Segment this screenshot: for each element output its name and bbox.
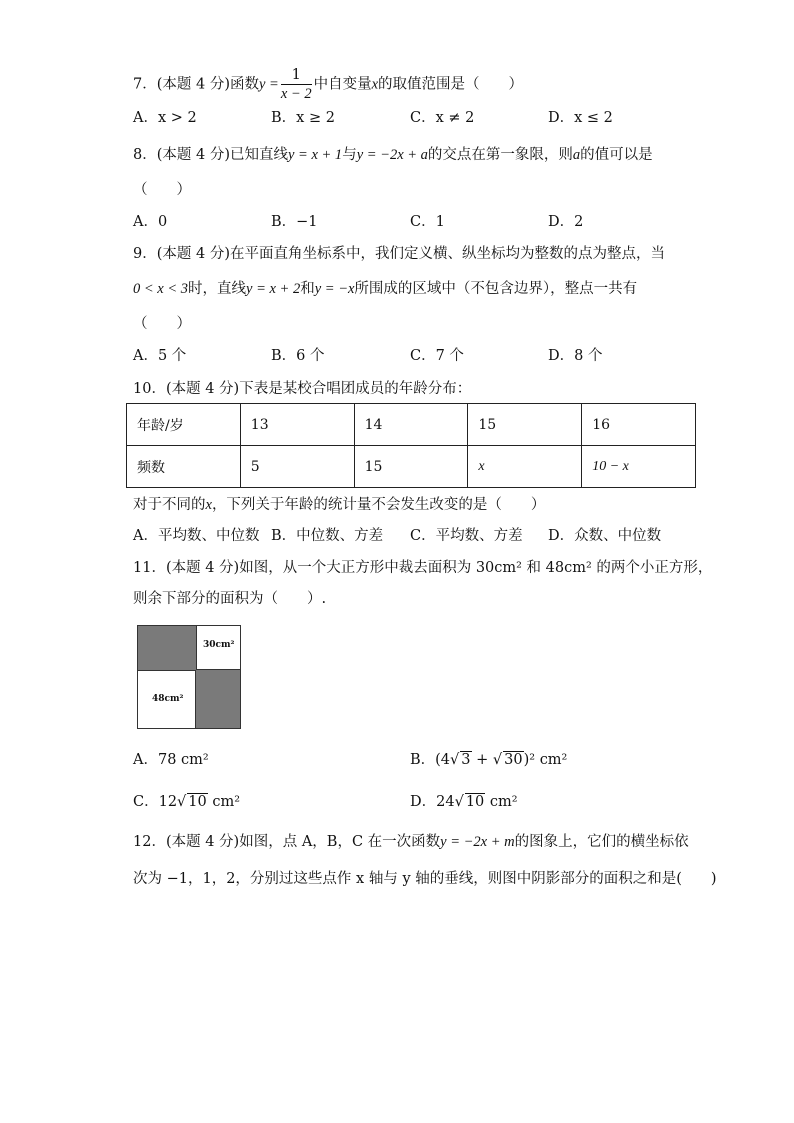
- question-8: [133, 145, 653, 165]
- q11-option-b: [410, 750, 567, 770]
- q10-option-d: D．众数、中位数: [548, 528, 662, 544]
- table-cell: 频数: [127, 446, 241, 488]
- q10-option-a: A．平均数、中位数: [133, 528, 260, 544]
- q11-optd-r: 10: [465, 794, 485, 810]
- q10-line2: [133, 495, 545, 515]
- q8-prefix: 8．(本题 4 分)已知直线: [133, 147, 288, 163]
- age-distribution-table: [126, 403, 696, 488]
- q11-optc-a: C．12: [133, 794, 178, 810]
- q9-eq1: y = x + 2: [246, 281, 301, 297]
- q11-optb-plus: +: [471, 752, 493, 768]
- q11-line1: 11．(本题 4 分)如图，从一个大正方形中裁去面积为 30cm² 和 48cm² 的两个小正方形，: [133, 560, 713, 576]
- q12-line2: 次为 −1，1，2，分别过这些点作 x 轴与 y 轴的垂线，则图中阴影部分的面积之和是( ): [133, 871, 717, 887]
- q9-option-a: A．5 个: [133, 348, 187, 364]
- q8-option-d: D．2: [548, 214, 584, 230]
- q9-paren: （ ）: [133, 316, 191, 332]
- q8-paren: （ ）: [133, 182, 191, 198]
- q11-optb-r2: 30: [504, 752, 523, 768]
- q10-line1: 10．(本题 4 分)下表是某校合唱团成员的年龄分布：: [133, 381, 472, 397]
- small-square-48: [138, 670, 196, 728]
- q11-option-c: [133, 792, 240, 812]
- radical-icon: √: [492, 752, 503, 768]
- q12-line1-b: 的图象上，它们的横坐标依: [514, 834, 689, 850]
- q12-line1-a: 12．(本题 4 分)如图，点 A，B，C 在一次函数: [133, 834, 441, 850]
- q8-option-c: C．1: [410, 214, 445, 230]
- q7-numerator: 1: [281, 66, 312, 85]
- q9-option-d: D．8 个: [548, 348, 603, 364]
- table-cell: 15: [354, 446, 468, 488]
- label-48cm2: 48cm²: [152, 694, 184, 704]
- q8-line1-eq: y = x + 1: [287, 147, 343, 163]
- question-7: [133, 66, 523, 103]
- q7-prefix: 7．(本题 4 分)函数: [133, 76, 259, 93]
- q11-optb-b: )² cm²: [523, 752, 568, 768]
- q11-optd-a: D．24: [410, 794, 455, 810]
- table-cell: 13: [240, 404, 354, 446]
- table-cell: 16: [582, 404, 696, 446]
- q8-suffix-b: 的值可以是: [580, 147, 653, 163]
- radical-icon: √: [454, 794, 464, 810]
- q7-option-b: B．x ≥ 2: [271, 110, 335, 126]
- q7-denominator: x − 2: [280, 86, 312, 102]
- table-row: [127, 446, 696, 488]
- q10-line2-a: 对于不同的: [133, 497, 206, 513]
- q9-eq2: y = −x: [314, 281, 355, 297]
- q8-option-a: A．0: [133, 214, 168, 230]
- q10-line2-b: ，下列关于年龄的统计量不会发生改变的是（ ）: [211, 497, 546, 513]
- q12-eq: y = −2x + m: [440, 834, 515, 850]
- q8-line2-eq: y = −2x + a: [356, 147, 428, 163]
- q11-option-a: A．78 cm²: [133, 752, 209, 768]
- label-30cm2: 30cm²: [203, 640, 235, 650]
- shaded-rectangle-top: [138, 626, 196, 670]
- q10-var: x: [205, 497, 212, 513]
- q11-optb-a: B．(4: [410, 752, 451, 768]
- q7-func-lhs: y =: [258, 76, 279, 93]
- q9-and: 和: [300, 281, 315, 297]
- q11-optb-r1: 3: [461, 752, 471, 768]
- table-cell: 14: [354, 404, 468, 446]
- q9-line1: 9．(本题 4 分)在平面直角坐标系中，我们定义横、纵坐标均为整数的点为整点，当: [133, 246, 665, 262]
- q10-option-c: C．平均数、方差: [410, 528, 523, 544]
- shaded-rectangle-bottom: [196, 670, 240, 728]
- squares-figure: [137, 625, 241, 729]
- q8-var: a: [572, 147, 581, 163]
- q7-option-d: D．x ≤ 2: [548, 110, 613, 126]
- q11-optc-b: cm²: [207, 794, 241, 810]
- q8-suffix-a: 的交点在第一象限，则: [427, 147, 573, 163]
- table-cell: 年龄/岁: [127, 404, 241, 446]
- table-cell: 5: [240, 446, 354, 488]
- q9-range: 0 < x < 3: [133, 281, 189, 297]
- q7-option-c: C．x ≠ 2: [410, 110, 475, 126]
- q8-mid: 与: [342, 147, 357, 163]
- radical-icon: √: [450, 752, 460, 768]
- q12-line1: [133, 832, 689, 852]
- q7-suffix-b: 的取值范围是（ ）: [378, 76, 524, 93]
- table-cell: 10 − x: [582, 446, 696, 488]
- q11-line2: 则余下部分的面积为（ ）.: [133, 591, 327, 607]
- q9-line2-b: 所围成的区域中（不包含边界），整点一共有: [354, 281, 638, 297]
- q7-fraction: [281, 66, 312, 103]
- q8-option-b: B．−1: [271, 214, 318, 230]
- q7-option-a: A．x > 2: [133, 110, 197, 126]
- radical-icon: √: [177, 794, 187, 810]
- table-row: [127, 404, 696, 446]
- table-cell: 15: [468, 404, 582, 446]
- q9-line2: [133, 279, 637, 299]
- q11-optc-r: 10: [188, 794, 207, 810]
- q11-optd-b: cm²: [485, 794, 518, 810]
- q7-suffix-a: 中自变量: [313, 76, 372, 93]
- small-square-30: [196, 626, 240, 670]
- q9-option-b: B．6 个: [271, 348, 325, 364]
- q7-var: x: [371, 76, 379, 93]
- q9-option-c: C．7 个: [410, 348, 464, 364]
- q11-option-d: [410, 792, 518, 812]
- table-cell: x: [468, 446, 582, 488]
- q9-line2-a: 时，直线: [188, 281, 247, 297]
- q10-option-b: B．中位数、方差: [271, 528, 384, 544]
